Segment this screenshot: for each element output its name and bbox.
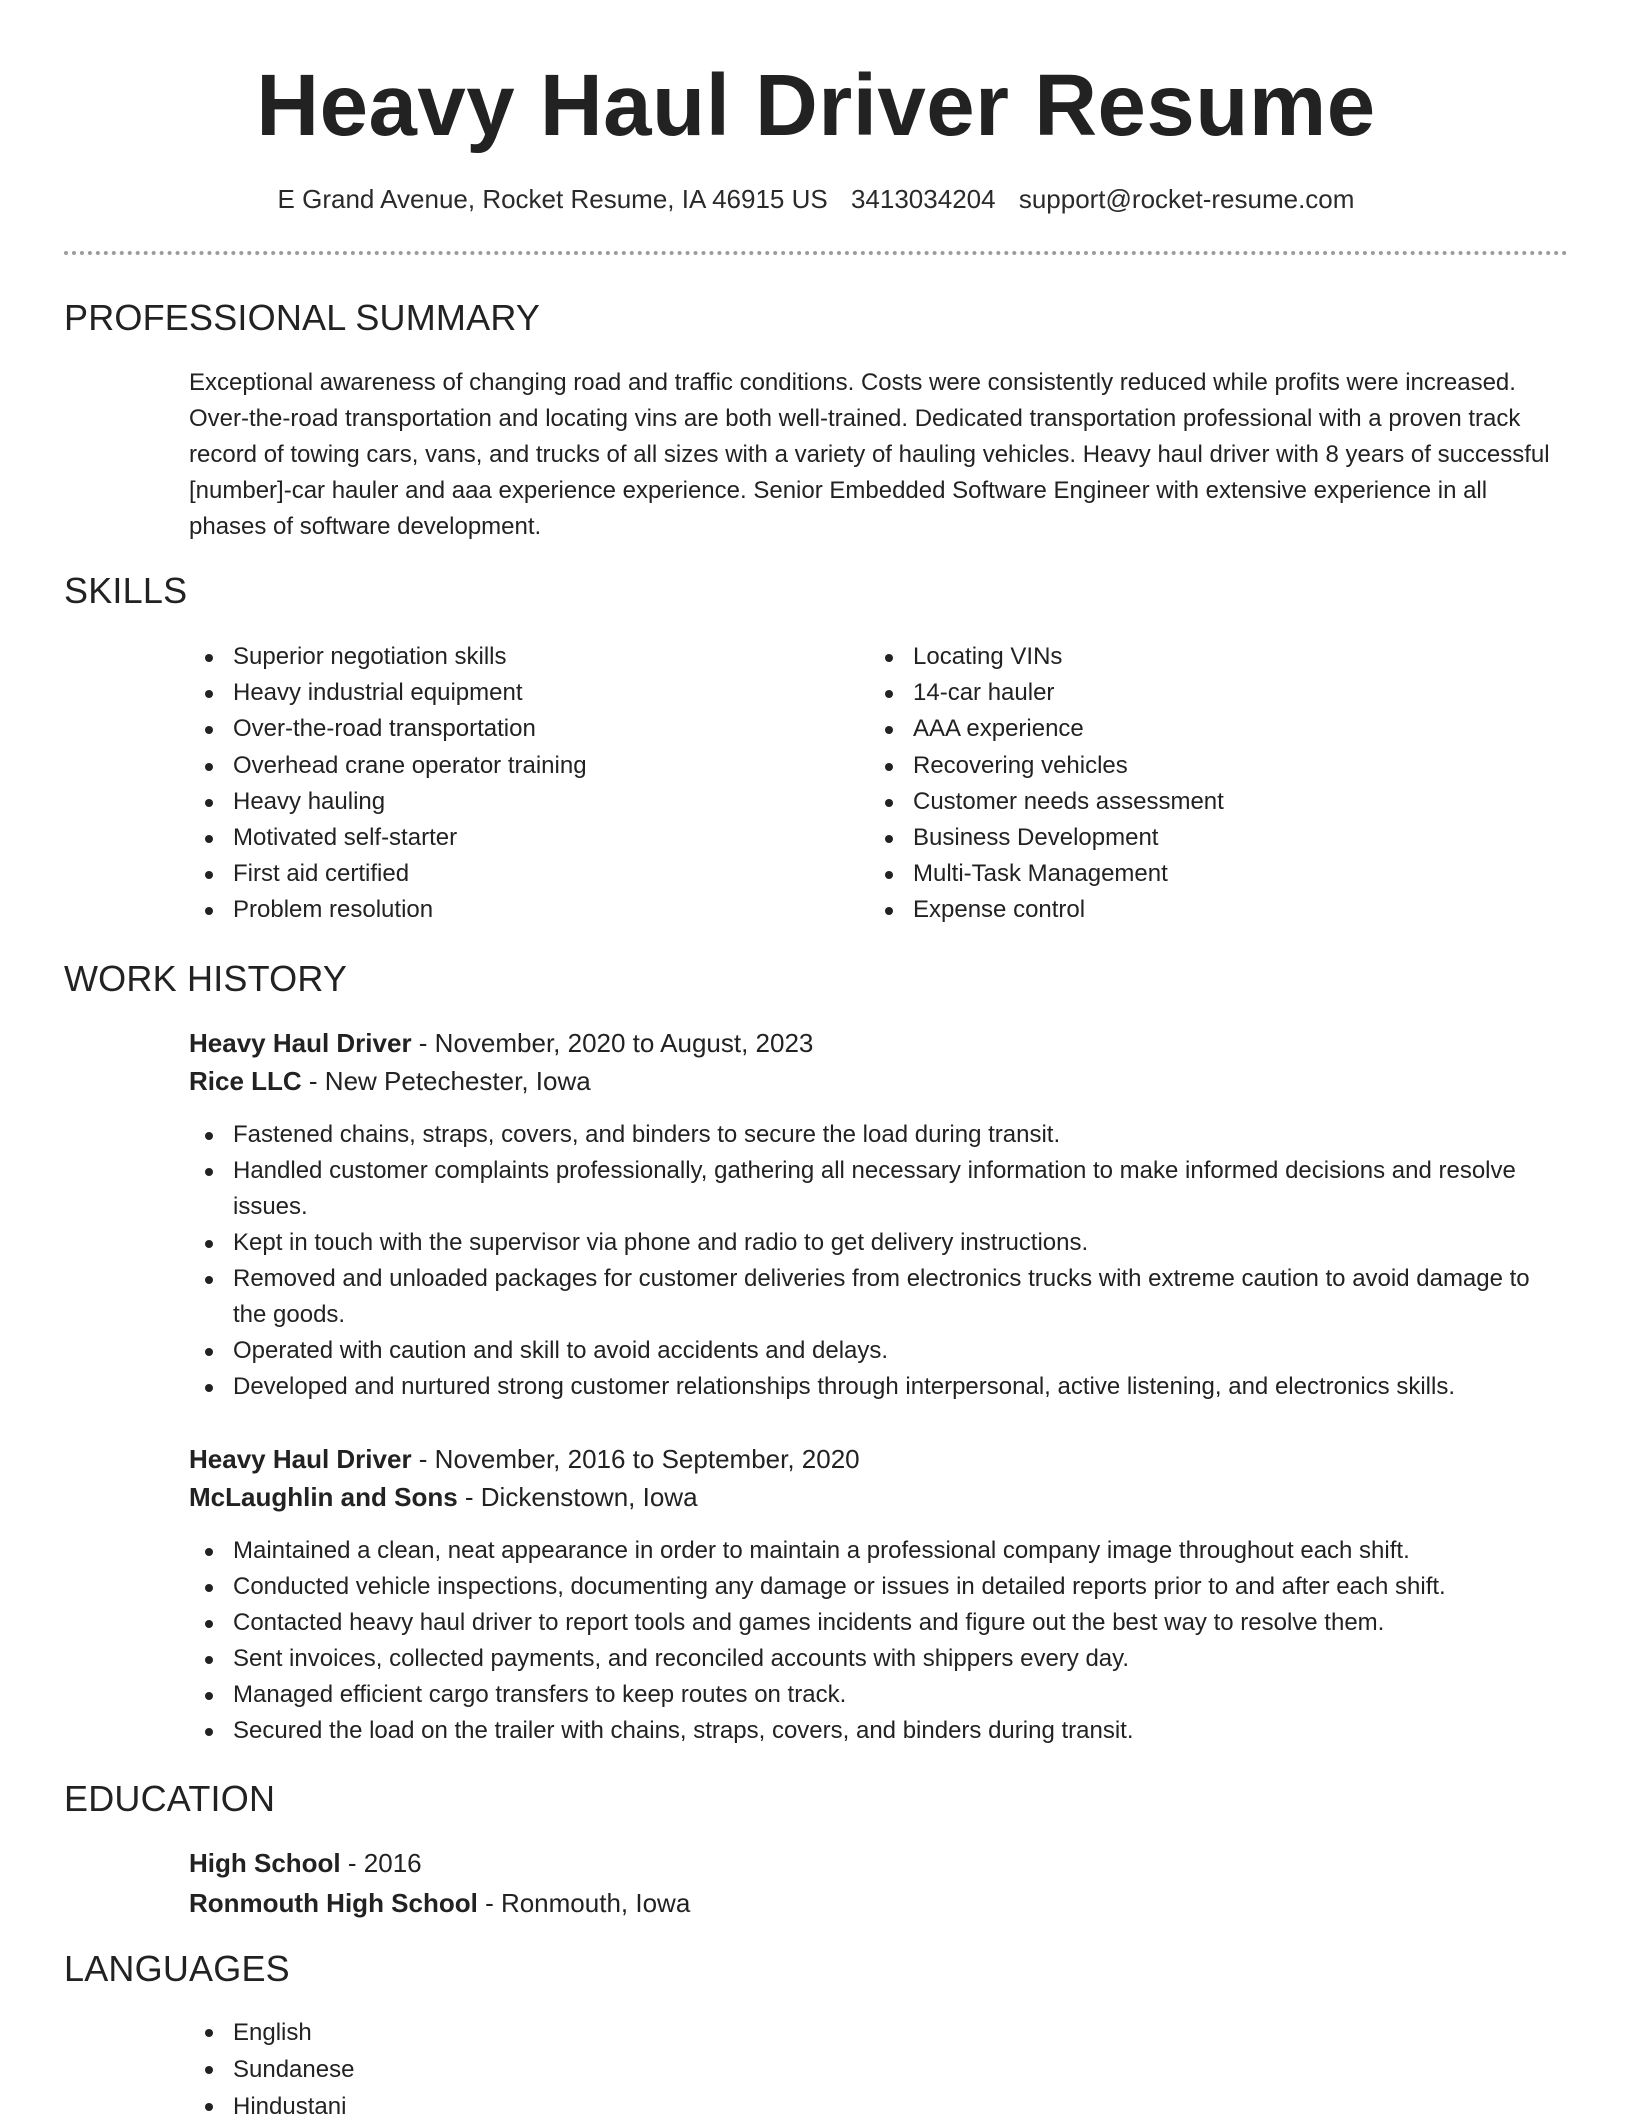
education-degree-line xyxy=(189,1845,422,1881)
job-bullet: Fastened chains, straps, covers, and binders to secure the load during transit. xyxy=(189,1117,1564,1153)
skill-item: AAA experience xyxy=(869,711,1489,747)
contact-line xyxy=(0,181,1632,217)
skill-item: Problem resolution xyxy=(189,892,809,928)
job-company-line xyxy=(189,1479,698,1515)
skill-item: Business Development xyxy=(869,820,1489,856)
education-degree: High School xyxy=(189,1848,341,1878)
skills-heading: SKILLS xyxy=(64,570,188,611)
education-school: Ronmouth High School xyxy=(189,1888,478,1918)
job-bullet: Kept in touch with the supervisor via phone and radio to get delivery instructions. xyxy=(189,1225,1564,1261)
education-heading: EDUCATION xyxy=(64,1778,276,1819)
job-bullet: Sent invoices, collected payments, and reconciled accounts with shippers every day. xyxy=(189,1641,1564,1677)
job-bullet: Handled customer complaints professionally, gathering all necessary information to make informed decisions and resolve issues. xyxy=(189,1153,1564,1225)
job-bullets xyxy=(189,1117,1564,1405)
job-company: Rice LLC xyxy=(189,1066,302,1096)
job-title: Heavy Haul Driver xyxy=(189,1028,412,1058)
skill-item: Customer needs assessment xyxy=(869,784,1489,820)
summary-text: Exceptional awareness of changing road and traffic conditions. Costs were consistently reduced while profits were increased. Over-the-road transportation and locating vins are both well-trained. Dedicated transportation professional with a proven track record of towing cars, vans, and trucks of all sizes with a variety of hauling vehicles. Heavy haul driver with 8 years of successful [number]-car hauler and aaa experience experience. Senior Embedded Software Engineer with extensive experience in all phases of software development. xyxy=(189,369,1550,540)
job-location: - New Petechester, Iowa xyxy=(301,1066,591,1096)
job-bullet: Operated with caution and skill to avoid accidents and delays. xyxy=(189,1333,1564,1369)
skill-item: Superior negotiation skills xyxy=(189,639,809,675)
languages-list xyxy=(189,2014,789,2125)
contact-phone: 3413034204 xyxy=(850,184,996,214)
summary-heading: PROFESSIONAL SUMMARY xyxy=(64,297,541,338)
job-company-line xyxy=(189,1063,591,1099)
skill-item: Overhead crane operator training xyxy=(189,748,809,784)
job-title-line xyxy=(189,1441,860,1477)
skill-item: Heavy hauling xyxy=(189,784,809,820)
skill-item: Expense control xyxy=(869,892,1489,928)
skills-list-right xyxy=(869,639,1489,929)
skill-item: Over-the-road transportation xyxy=(189,711,809,747)
skills-list-left xyxy=(189,639,809,929)
education-year: - 2016 xyxy=(340,1848,422,1878)
resume-title: Heavy Haul Driver Resume xyxy=(256,57,1376,154)
language-item: Sundanese xyxy=(189,2051,789,2088)
skill-item: Recovering vehicles xyxy=(869,748,1489,784)
job-location: - Dickenstown, Iowa xyxy=(457,1482,698,1512)
job-bullet: Removed and unloaded packages for customer deliveries from electronics trucks with extreme caution to avoid damage to the goods. xyxy=(189,1261,1564,1333)
education-location: - Ronmouth, Iowa xyxy=(477,1888,691,1918)
job-bullet: Developed and nurtured strong customer relationships through interpersonal, active listening, and electronics skills. xyxy=(189,1369,1564,1405)
job-bullet: Secured the load on the trailer with chains, straps, covers, and binders during transit. xyxy=(189,1713,1564,1749)
work-heading: WORK HISTORY xyxy=(64,958,348,999)
contact-email: support@rocket-resume.com xyxy=(1018,184,1355,214)
skill-item: Motivated self-starter xyxy=(189,820,809,856)
job-bullet: Contacted heavy haul driver to report tools and games incidents and figure out the best way to resolve them. xyxy=(189,1605,1564,1641)
job-dates: - November, 2020 to August, 2023 xyxy=(411,1028,814,1058)
job-title-line xyxy=(189,1025,813,1061)
language-item: Hindustani xyxy=(189,2088,789,2125)
contact-address: E Grand Avenue, Rocket Resume, IA 46915 US xyxy=(277,184,828,214)
job-bullet: Managed efficient cargo transfers to keep routes on track. xyxy=(189,1677,1564,1713)
job-bullet: Maintained a clean, neat appearance in order to maintain a professional company image throughout each shift. xyxy=(189,1533,1564,1569)
skill-item: Locating VINs xyxy=(869,639,1489,675)
job-dates: - November, 2016 to September, 2020 xyxy=(411,1444,860,1474)
job-bullets xyxy=(189,1533,1564,1749)
education-school-line xyxy=(189,1885,690,1921)
skill-item: 14-car hauler xyxy=(869,675,1489,711)
skill-item: Heavy industrial equipment xyxy=(189,675,809,711)
skill-item: First aid certified xyxy=(189,856,809,892)
header-divider xyxy=(64,251,1568,255)
job-bullet: Conducted vehicle inspections, documenting any damage or issues in detailed reports prior to and after each shift. xyxy=(189,1569,1564,1605)
language-item: English xyxy=(189,2014,789,2051)
skill-item: Multi-Task Management xyxy=(869,856,1489,892)
languages-heading: LANGUAGES xyxy=(64,1948,290,1989)
job-company: McLaughlin and Sons xyxy=(189,1482,458,1512)
job-title: Heavy Haul Driver xyxy=(189,1444,412,1474)
